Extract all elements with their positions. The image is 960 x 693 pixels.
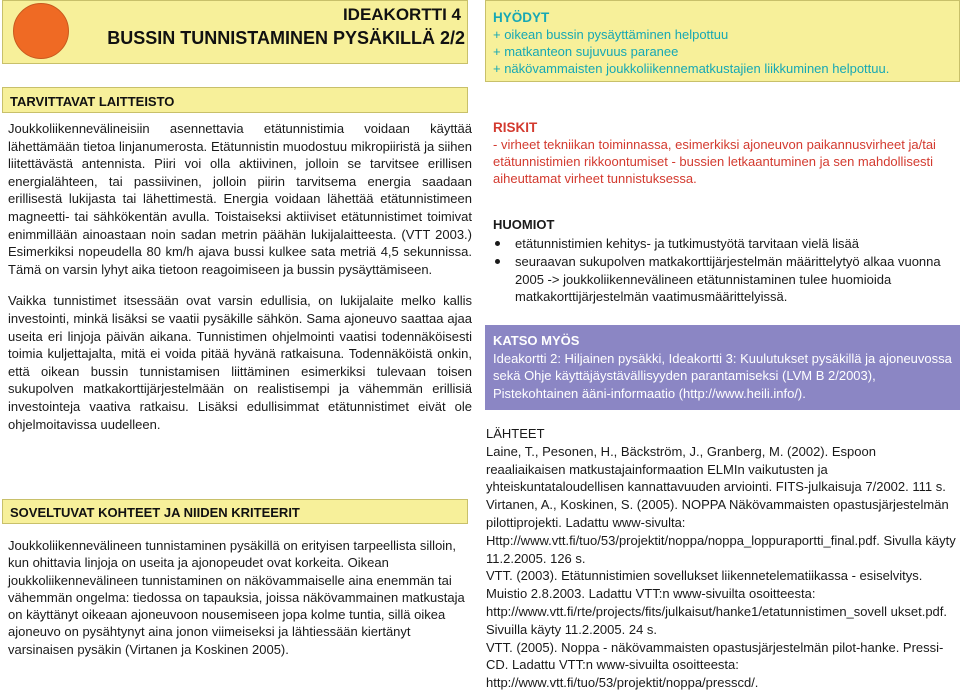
references-heading: LÄHTEET — [486, 426, 545, 441]
note-item: etätunnistimien kehitys- ja tutkimustyötä tarvitaan vielä lisää — [493, 235, 953, 253]
references-section — [486, 425, 956, 692]
benefits-heading: HYÖDYT — [493, 10, 550, 25]
benefit-item: + matkanteon sujuvuus paranee — [493, 44, 679, 59]
see-also-box — [485, 325, 960, 410]
risks-text: - virheet tekniikan toiminnassa, esimerkiksi ajoneuvon paikannusvirheet ja/tai etätunnistimien rikkoontumiset - bussien letkaantuminen ja sen mahdollisesti aiheuttamat virheet tunnistuksessa. — [493, 137, 936, 186]
benefit-item: + näkövammaisten joukkoliikennematkustajien liikkuminen helpottuu. — [493, 61, 890, 76]
note-item: seuraavan sukupolven matkakorttijärjestelmän määrittelytyö alkaa vuonna 2005 -> joukkoliikennevälineen etätunnistaminen tulee huomioida matkakorttijärjestelmän vaatimusmäärittelyissä. — [493, 253, 953, 306]
see-also-heading: KATSO MYÖS — [493, 333, 580, 348]
notes-list — [493, 235, 953, 306]
benefits-box — [485, 0, 960, 82]
equipment-paragraph-2: Vaikka tunnistimet itsessään ovat varsin edullisia, on lukijalaite melko kallis investointi, minkä lisäksi se vaatii pysäkille sähkön. Sama ajoneuvo saattaa ajaa useita eri linjoja päivän aikana. Tunnistimen ohjelmointi vaatisi todennäköisesti toimia kuljettajalta, mitä ei voida pitää hyvänä ratkaisuna. Todennäköistä onkin, että oikean bussin tunnistamisen liittäminen esimerkiksi tulevaan toisen sukupolven matkakorttijärjestelmään on realistisempi ja vähemmän erillisiä investointeja vaativa ratkaisu. Lisäksi edullisimmat etätunnistimet eivät ole ohjelmoitavissa uudelleen. — [8, 293, 472, 432]
title-box — [2, 0, 468, 64]
suitable-heading: SOVELTUVAT KOHTEET JA NIIDEN KRITEERIT — [2, 499, 468, 524]
see-also-text: Ideakortti 2: Hiljainen pysäkki, Ideakortti 3: Kuulutukset pysäkillä ja ajoneuvossa sekä Ohje käyttäjäystävällisyyden parantamiseksi (LVM B 2/2003), Pistekohtainen ääni-informaatio (http://www.heili.info/). — [493, 350, 952, 401]
risks-section — [493, 119, 953, 187]
risks-heading: RISKIT — [493, 120, 538, 135]
reference-item: Laine, T., Pesonen, H., Bäckström, J., Granberg, M. (2002). Espoon reaaliaikaisen matkustajainformaation ELMIn vaikutusten ja yhteiskuntataloudellisen kannattavuuden arviointi. FITS-julkaisuja 7/2002. 111 s. — [486, 443, 946, 495]
notes-heading: HUOMIOT — [493, 217, 555, 232]
equipment-paragraph-1: Joukkoliikennevälineisiin asennettavia etätunnistimia voidaan käyttää lähettämään tietoa linjanumerosta. Etätunnistin muodostuu mikropiiristä ja siihen liitettävästä antennista. Piiri voi olla aktiivinen, jolloin se tarvitsee erillisen energialähteen, tai passiivinen, jolloin piirin tarvitsema energia saadaan erillisestä lukijasta tai lähettimestä. Energia voidaan lähettää etätunnistimeen magneetti- tai sähkökentän avulla. Toistaiseksi aktiiviset etätunnistimet toimivat enimmillään ainoastaan noin sadan metrin päähän lukijalaitteesta. (VTT 2003.) Esimerkiksi nopeudella 80 km/h ajava bussi kulkee sata metriä 4,5 sekunnissa. Tämä on varsin lyhyt aika tietoon reagoimiseen ja bussin pysäyttämiseen. — [8, 121, 472, 277]
reference-item: VTT. (2003). Etätunnistimien sovellukset liikennetelematiikassa - esiselvitys. Muistio 2.8.2003. Ladattu VTT:n www-sivuilta osoitteesta: http://www.vtt.fi/rte/projects/fits/julkaisut/hanke1/etatunnistimen_sovell ukset.pdf. Sivuilla käyty 11.2.2005. 24 s. — [486, 568, 947, 637]
card-number: IDEAKORTTI 4 — [342, 5, 461, 24]
page-title: BUSSIN TUNNISTAMINEN PYSÄKILLÄ 2/2 — [107, 28, 465, 48]
suitable-text: Joukkoliikennevälineen tunnistaminen pysäkillä on erityisen tarpeellista silloin, kun ohittavia linjoja on useita ja ajonopeudet ovat korkeita. Oikean joukkoliikennevälineen tunnistaminen on näkövammaiselle aina enemmän tai vähemmän ongelma: tiedossa on tapauksia, joissa näkövammainen matkustaja on käyttänyt oikeaan ajoneuvoon nousemiseen jopa kolme tuntia, sillä oikea ajoneuvo on pysähtynyt aina jonon viimeiseksi ja lähtiessään kiertänyt varsinaisen pysäkin (Virtanen ja Koskinen 2005). — [8, 538, 465, 657]
reference-item: VTT. (2005). Noppa - näkövammaisten opastusjärjestelmän pilot-hanke. Pressi-CD. Ladattu VTT:n www-sivuilta osoitteesta: http://www.vtt.fi/tuo/53/projektit/noppa/presscd/. — [486, 639, 944, 691]
equipment-section — [8, 120, 472, 433]
reference-item: Virtanen, A., Koskinen, S. (2005). NOPPA Näkövammaisten opastusjärjestelmän pilottiprojekti. Ladattu www-sivulta: Http://www.vtt.fi/tuo/53/projektit/noppa/noppa_loppuraportti_final.pdf. Sivulla käyty 11.2.2005. 126 s. — [486, 497, 956, 566]
equipment-heading: TARVITTAVAT LAITTEISTO — [2, 87, 468, 113]
benefit-item: + oikean bussin pysäyttäminen helpottuu — [493, 27, 729, 42]
orange-circle-icon — [13, 3, 69, 59]
